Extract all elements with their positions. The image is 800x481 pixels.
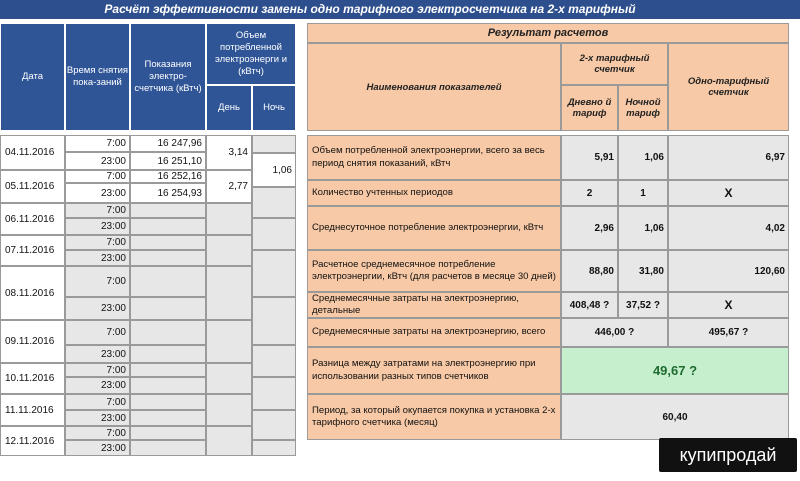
night-volume-cell [252, 135, 296, 153]
header-day: День [206, 85, 252, 131]
day-tariff-value: 88,80 [561, 250, 618, 292]
date-cell: 09.11.2016 [0, 320, 65, 363]
date-cell: 06.11.2016 [0, 203, 65, 235]
indicator-label: Расчетное среднемесячное потребление электроэнергии, кВтч (для расчетов в месяце 30 дней) [307, 250, 561, 292]
cost-difference-value: 49,67 ? [561, 347, 789, 394]
time-cell: 23:00 [65, 345, 130, 363]
night-volume-cell [252, 250, 296, 297]
reading-cell[interactable] [130, 297, 206, 320]
header-time: Время снятия пока-заний [65, 23, 130, 131]
time-cell: 23:00 [65, 152, 130, 170]
reading-cell[interactable] [130, 394, 206, 410]
day-volume-cell [206, 203, 252, 235]
time-cell: 23:00 [65, 297, 130, 320]
night-volume-cell [252, 187, 296, 218]
night-tariff-value: 37,52 ? [618, 292, 668, 318]
indicator-label: Период, за который окупается покупка и установка 2-х тарифного счетчика (месяц) [307, 394, 561, 440]
time-cell: 7:00 [65, 235, 130, 250]
reading-cell[interactable]: 16 251,10 [130, 152, 206, 170]
night-volume-cell: 1,06 [252, 153, 296, 187]
reading-cell[interactable] [130, 266, 206, 297]
day-tariff-value: 5,91 [561, 135, 618, 180]
time-cell: 7:00 [65, 266, 130, 297]
time-cell: 23:00 [65, 250, 130, 266]
date-cell: 05.11.2016 [0, 170, 65, 203]
page-title: Расчёт эффективности замены одно тарифного электросчетчика на 2-х тарифный [0, 0, 800, 19]
indicator-label: Разница между затратами на электроэнергию при использовании разных типов счетчиков [307, 347, 561, 394]
indicator-label: Объем потребленной электроэнергии, всего за весь период снятия показаний, кВтч [307, 135, 561, 180]
time-cell: 23:00 [65, 440, 130, 456]
day-volume-cell [206, 426, 252, 456]
header-night: Ночь [252, 85, 296, 131]
one-tariff-value: 120,60 [668, 250, 789, 292]
header-one-tariff: Одно-тарифный счетчик [668, 43, 789, 131]
date-cell: 10.11.2016 [0, 363, 65, 394]
reading-cell[interactable] [130, 440, 206, 456]
night-tariff-value: 1,06 [618, 206, 668, 250]
day-volume-cell: 2,77 [206, 170, 252, 203]
header-readings: Показания электро-счетчика (кВтч) [130, 23, 206, 131]
indicator-label: Среднемесячные затраты на электроэнергию, детальные [307, 292, 561, 318]
time-cell: 7:00 [65, 394, 130, 410]
reading-cell[interactable] [130, 377, 206, 394]
date-cell: 11.11.2016 [0, 394, 65, 426]
night-volume-cell [252, 410, 296, 440]
watermark-logo: купипродай [659, 438, 797, 472]
reading-cell[interactable] [130, 203, 206, 218]
reading-cell[interactable]: 16 247,96 [130, 135, 206, 152]
day-volume-cell [206, 394, 252, 426]
date-cell: 04.11.2016 [0, 135, 65, 170]
day-volume-cell [206, 363, 252, 394]
indicator-label: Среднесуточное потребление электроэнергии, кВтч [307, 206, 561, 250]
reading-cell[interactable] [130, 218, 206, 235]
time-cell: 7:00 [65, 426, 130, 440]
header-day-tariff: Дневно й тариф [561, 85, 618, 131]
header-indicators: Наименования показателей [307, 43, 561, 131]
one-tariff-value: X [668, 292, 789, 318]
indicator-label: Количество учтенных периодов [307, 180, 561, 206]
night-tariff-value: 1,06 [618, 135, 668, 180]
header-date: Дата [0, 23, 65, 131]
header-two-tariff: 2-х тарифный счетчик [561, 43, 668, 85]
time-cell: 23:00 [65, 218, 130, 235]
two-tariff-total-value: 446,00 ? [561, 318, 668, 347]
night-volume-cell [252, 218, 296, 250]
time-cell: 7:00 [65, 135, 130, 152]
header-night-tariff: Ночной тариф [618, 85, 668, 131]
reading-cell[interactable] [130, 345, 206, 363]
day-volume-cell [206, 320, 252, 363]
reading-cell[interactable]: 16 252,16 [130, 170, 206, 183]
time-cell: 23:00 [65, 377, 130, 394]
header-volume: Объем потребленной электроэнерги и (кВтч) [206, 23, 296, 85]
date-cell: 08.11.2016 [0, 266, 65, 320]
night-volume-cell [252, 345, 296, 377]
date-cell: 12.11.2016 [0, 426, 65, 456]
time-cell: 7:00 [65, 203, 130, 218]
day-volume-cell [206, 266, 252, 320]
reading-cell[interactable]: 16 254,93 [130, 183, 206, 203]
day-volume-cell [206, 235, 252, 266]
reading-cell[interactable] [130, 426, 206, 440]
one-tariff-value: 4,02 [668, 206, 789, 250]
indicator-label: Среднемесячные затраты на электроэнергию, всего [307, 318, 561, 347]
reading-cell[interactable] [130, 363, 206, 377]
time-cell: 7:00 [65, 320, 130, 345]
day-tariff-value: 2 [561, 180, 618, 206]
reading-cell[interactable] [130, 410, 206, 426]
night-tariff-value: 1 [618, 180, 668, 206]
night-volume-cell [252, 440, 296, 456]
night-tariff-value: 31,80 [618, 250, 668, 292]
time-cell: 7:00 [65, 170, 130, 183]
night-volume-cell [252, 297, 296, 345]
day-tariff-value: 408,48 ? [561, 292, 618, 318]
day-volume-cell: 3,14 [206, 135, 252, 170]
reading-cell[interactable] [130, 320, 206, 345]
payback-period-value: 60,40 [561, 394, 789, 440]
time-cell: 23:00 [65, 410, 130, 426]
one-tariff-value: X [668, 180, 789, 206]
time-cell: 7:00 [65, 363, 130, 377]
reading-cell[interactable] [130, 235, 206, 250]
one-tariff-value: 495,67 ? [668, 318, 789, 347]
date-cell: 07.11.2016 [0, 235, 65, 266]
day-tariff-value: 2,96 [561, 206, 618, 250]
results-title: Результат расчетов [307, 23, 789, 43]
one-tariff-value: 6,97 [668, 135, 789, 180]
reading-cell[interactable] [130, 250, 206, 266]
time-cell: 23:00 [65, 183, 130, 203]
night-volume-cell [252, 377, 296, 410]
